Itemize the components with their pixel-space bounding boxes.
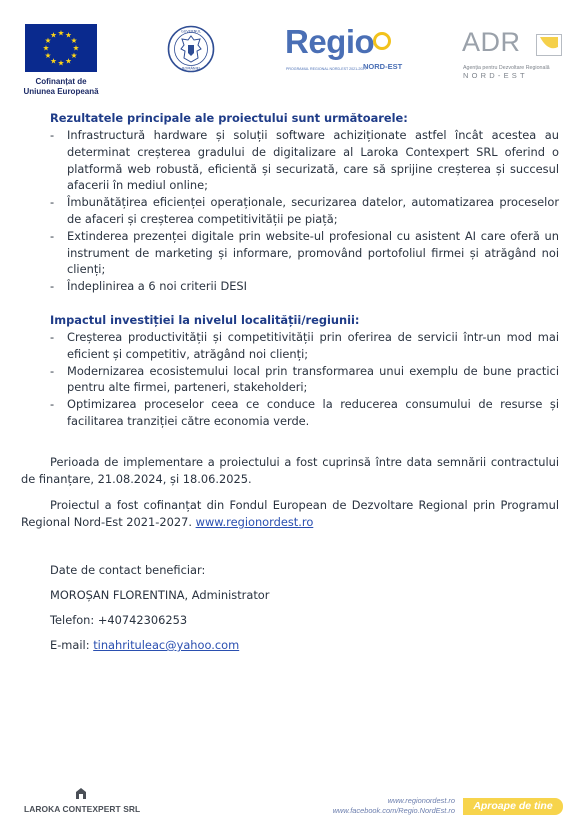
- result-item-text: Îmbunătățirea eficienței operaționale, securizarea datelor, automatizarea proceselor de afaceri și creșterea competitivității pe piață;: [67, 195, 559, 226]
- result-item-text: Infrastructură hardware și soluții software achiziționate astfel încât acestea au determinat creșterea gradului de digitalizare al Laroka Contexpert SRL oferind o platformă web robustă, eficientă și securizată, care să sprijine creșterea și succesul afacerii în mediul online;: [67, 128, 559, 193]
- svg-text:GUVERNUL: GUVERNUL: [181, 29, 201, 34]
- impact-heading: Impactul investiției la nivelul localității/regiunii:: [50, 313, 360, 327]
- funding-text: Proiectul a fost cofinanțat din Fondul European de Dezvoltare Regional prin Programul Regional Nord-Est 2021-2027.: [21, 498, 559, 529]
- government-seal-logo: [167, 25, 215, 73]
- list-item: [50, 363, 559, 397]
- funding-paragraph: [21, 497, 559, 531]
- laroka-logo: [24, 787, 142, 813]
- eu-star-icon: ★: [57, 58, 65, 68]
- list-item: [50, 329, 559, 363]
- results-list: [50, 127, 559, 295]
- footer-website-link[interactable]: www.regionordest.ro: [387, 796, 455, 805]
- bullet-marker: -: [50, 195, 55, 210]
- eu-star-icon: ★: [50, 30, 57, 40]
- eu-star-icon: ★: [70, 36, 78, 46]
- eu-star-icon: ★: [65, 56, 72, 66]
- eu-caption-line2: Uniunea Europeană: [23, 87, 99, 96]
- list-item: [50, 396, 559, 430]
- footer-links: [333, 796, 455, 816]
- laroka-company-name: LAROKA CONTEXPERT SRL: [24, 804, 141, 814]
- impact-item-text: Modernizarea ecosistemului local prin transformarea unui exemplu de bune practici pentru alte firmei, parteneri, stakeholderi;: [67, 363, 559, 395]
- svg-text:ROMÂNIEI: ROMÂNIEI: [182, 66, 200, 71]
- list-item: [50, 278, 559, 295]
- eu-star-icon: ★: [44, 36, 52, 46]
- footer-facebook-link[interactable]: www.facebook.com/Regio.NordEst.ro: [332, 806, 455, 815]
- regio-region-text: NORD-EST: [363, 62, 403, 71]
- contact-title: Date de contact beneficiar:: [50, 563, 206, 577]
- adr-logo: [462, 27, 564, 80]
- footer-slogan: Aproape de tine: [463, 798, 563, 815]
- regio-program-text: PROGRAMUL REGIONAL NORD-EST 2021-2027: [286, 67, 367, 71]
- eu-star-icon: ★: [72, 43, 80, 53]
- eu-star-icon: ★: [44, 51, 52, 61]
- government-seal-icon: [167, 25, 215, 73]
- adr-wordmark: ADR: [462, 27, 521, 57]
- eu-star-icon: ★: [42, 43, 50, 53]
- eu-star-icon: ★: [57, 28, 65, 38]
- contact-phone: Telefon: +40742306253: [50, 613, 188, 627]
- eu-star-icon: ★: [70, 51, 78, 61]
- adr-agency-name: Agenția pentru Dezvoltare Regională: [463, 65, 550, 71]
- results-heading: Rezultatele principale ale proiectului sunt următoarele:: [50, 111, 408, 125]
- impact-list: [50, 329, 559, 430]
- adr-region-text: NORD-EST: [463, 71, 528, 80]
- impact-item-text: Optimizarea proceselor ceea ce conduce la reducerea consumului de resurse și facilitarea tranziției către economia verde.: [67, 397, 559, 428]
- bullet-marker: -: [50, 363, 55, 378]
- impact-item-text: Creșterea productivității și competitivității prin oferirea de servicii într-un mod mai eficient și competitiv, atrăgând noi clienți;: [67, 330, 559, 361]
- eu-star-icon: ★: [50, 56, 57, 66]
- email-label: E-mail:: [50, 638, 90, 652]
- result-item-text: Îndeplinirea a 6 noi criterii DESI: [67, 279, 248, 294]
- bullet-marker: -: [50, 228, 55, 243]
- bullet-marker: -: [50, 330, 55, 344]
- regio-logo: [285, 23, 403, 71]
- regionordest-link[interactable]: www.regionordest.ro: [195, 514, 314, 529]
- eu-stars-icon: [25, 24, 97, 72]
- bullet-marker: -: [50, 128, 55, 142]
- bullet-marker: -: [50, 397, 55, 412]
- email-link[interactable]: tinahrituleac@yahoo.com: [93, 638, 240, 652]
- result-item-text: Extinderea prezenței digitale prin website-ul profesional cu asistent AI care oferă un instrument de marketing și informare, promovând portofoliul firmei și atrăgând noi clienți;: [67, 228, 559, 277]
- bullet-marker: -: [50, 279, 55, 294]
- list-item: [50, 194, 559, 228]
- contact-email-line: [50, 637, 239, 654]
- eu-caption: [20, 77, 102, 97]
- eu-star-icon: ★: [65, 30, 72, 40]
- regio-wordmark: Regio: [285, 23, 375, 60]
- implementation-period-paragraph: Perioada de implementare a proiectului a fost cuprinsă între data semnării contractului de finanțare, 21.08.2024, și 18.06.2025.: [21, 455, 559, 486]
- laroka-house-icon: [74, 787, 88, 800]
- list-item: [50, 228, 559, 278]
- regio-sun-icon: [371, 30, 393, 52]
- list-item: [50, 127, 559, 194]
- eu-flag-icon: [25, 24, 97, 72]
- adr-mark-icon: [536, 34, 562, 56]
- eu-caption-line1: Cofinanțat de: [35, 77, 87, 86]
- contact-name: MOROȘAN FLORENTINA, Administrator: [50, 588, 270, 602]
